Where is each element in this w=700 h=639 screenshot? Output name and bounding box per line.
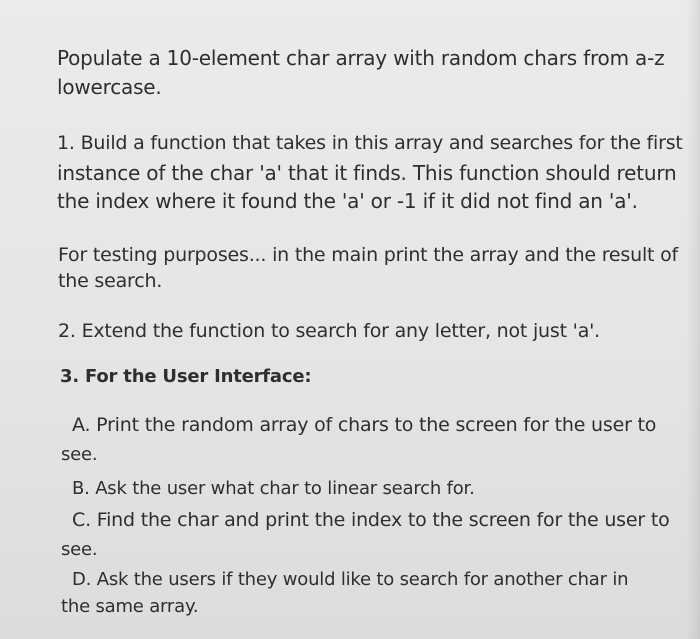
item3-b-line-1: B. Ask the user what char to linear search for. [72, 478, 475, 499]
intro-line-1: Populate a 10-element char array with random chars from a-z [57, 46, 665, 70]
item3-c-line-2: see. [61, 539, 98, 560]
item1-line-1: 1. Build a function that takes in this array and searches for the first [57, 132, 683, 154]
item3-c-line-1: C. Find the char and print the index to the screen for the user to [72, 509, 670, 531]
item1-line-3: the index where it found the 'a' or -1 if it did not find an 'a'. [57, 189, 638, 213]
testing-line-1: For testing purposes... in the main print the array and the result of [58, 244, 679, 266]
item3-a-line-2: see. [61, 444, 98, 465]
item3-a-line-1: A. Print the random array of chars to the screen for the user to [72, 414, 657, 436]
item2-line-1: 2. Extend the function to search for any letter, not just 'a'. [58, 320, 601, 342]
item3-heading: 3. For the User Interface: [60, 366, 312, 387]
item3-d-line-1: D. Ask the users if they would like to search for another char in [72, 569, 629, 590]
item1-line-2: instance of the char 'a' that it finds. This function should return [57, 161, 677, 185]
item3-d-line-2: the same array. [61, 596, 199, 617]
intro-line-2: lowercase. [57, 75, 162, 99]
page-edge-shadow [686, 0, 700, 639]
testing-line-2: the search. [58, 270, 163, 292]
